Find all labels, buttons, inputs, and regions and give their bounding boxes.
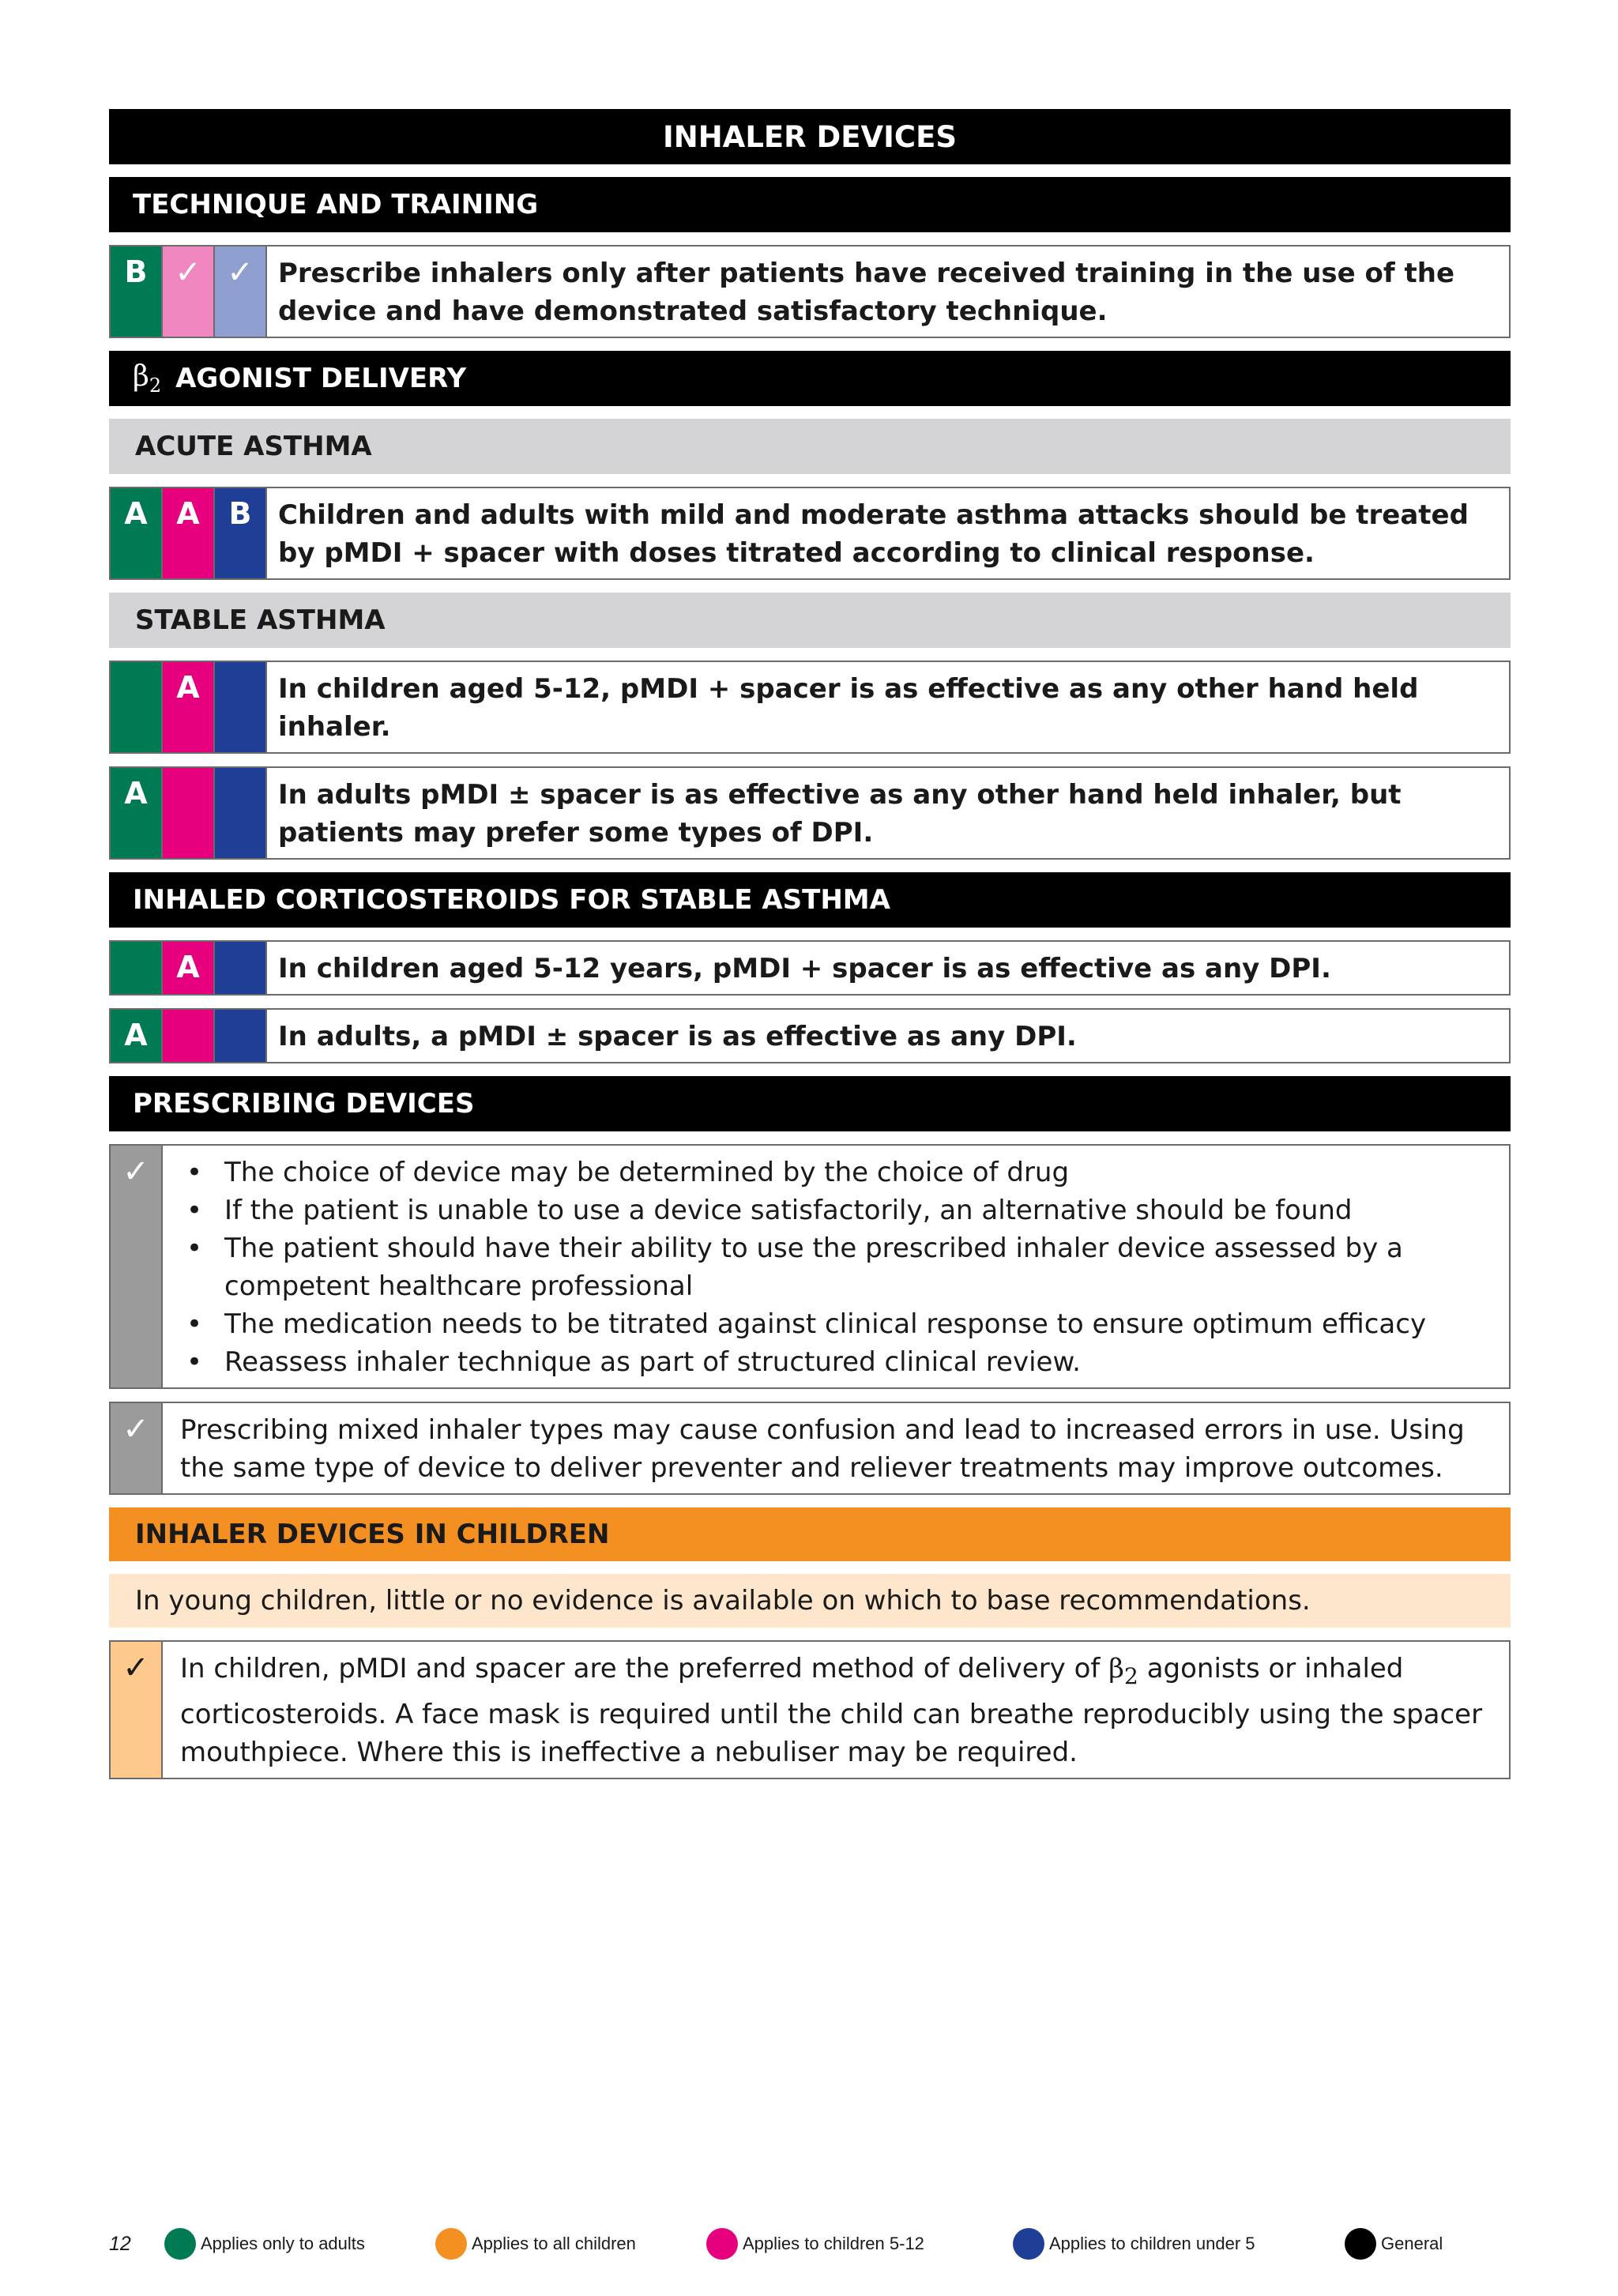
legend-label: Applies to children 5-12 bbox=[743, 2234, 924, 2253]
recommendation-text: Children and adults with mild and moderate asthma attacks should be treated by pMDI + spacer with doses titrated according to clinical response. bbox=[278, 499, 1469, 569]
good-practice-text: Prescribing mixed inhaler types may cause confusion and lead to increased errors in use. Using the same type of device to deliver preventer and reliever treatments may improve outcomes. bbox=[180, 1414, 1465, 1484]
recommendation-stable-children bbox=[109, 661, 1511, 754]
grade-children-5-12: A bbox=[163, 662, 215, 752]
page-content bbox=[109, 109, 1511, 1792]
grade-adults bbox=[111, 662, 163, 752]
grade-children-under-5: B bbox=[215, 488, 267, 578]
recommendation-text: In children aged 5-12, pMDI + spacer is as effective as any other hand held inhaler. bbox=[278, 673, 1419, 743]
list-item: • The patient should have their ability to use the prescribed inhaler device assessed by a competent healthcare professional bbox=[180, 1229, 1496, 1305]
recommendation-stable-adults bbox=[109, 766, 1511, 860]
section-heading-prescribing: PRESCRIBING DEVICES bbox=[109, 1076, 1511, 1131]
list-item: • The choice of device may be determined by the choice of drug bbox=[180, 1154, 1496, 1191]
page-title: INHALER DEVICES bbox=[109, 109, 1511, 164]
subsection-heading-acute: ACUTE ASTHMA bbox=[109, 419, 1511, 474]
legend-label: Applies to all children bbox=[472, 2234, 636, 2253]
list-item: • If the patient is unable to use a device satisfactorily, an alternative should be found bbox=[180, 1191, 1496, 1229]
recommendation-text: Prescribe inhalers only after patients have received training in the use of the device and have demonstrated satisfactory technique. bbox=[278, 258, 1455, 327]
recommendation-text: In adults, a pMDI ± spacer is as effective as any DPI. bbox=[278, 1021, 1077, 1052]
legend-dot-blue bbox=[1013, 2228, 1044, 2260]
section-heading-technique: TECHNIQUE AND TRAINING bbox=[109, 177, 1511, 232]
grade-children-under-5 bbox=[215, 1010, 267, 1062]
list-item: • The medication needs to be titrated against clinical response to ensure optimum efficacy bbox=[180, 1305, 1496, 1343]
section-heading-text: AGONIST DELIVERY bbox=[175, 363, 467, 394]
grade-children-5-12: A bbox=[163, 488, 215, 578]
recommendation-text: In adults pMDI ± spacer is as effective as any other hand held inhaler, but patients may prefer some types of DPI. bbox=[278, 779, 1402, 849]
good-practice-children bbox=[109, 1640, 1511, 1779]
section-heading-b2-agonist bbox=[109, 351, 1511, 406]
legend-label: Applies to children under 5 bbox=[1049, 2234, 1255, 2253]
recommendation-ics-adults bbox=[109, 1008, 1511, 1063]
list-item: • Reassess inhaler technique as part of structured clinical review. bbox=[180, 1343, 1496, 1381]
footer-legend bbox=[109, 2226, 1511, 2261]
grade-children-under-5 bbox=[215, 942, 267, 994]
beta-symbol: $\beta_2$ bbox=[133, 359, 162, 397]
grade-adults: A bbox=[111, 488, 163, 578]
grade-adults bbox=[111, 942, 163, 994]
page-number: 12 bbox=[109, 2233, 131, 2255]
recommendation-text: In children aged 5-12 years, pMDI + spacer is as effective as any DPI. bbox=[278, 953, 1331, 984]
legend-item-all-children bbox=[435, 2226, 636, 2261]
recommendation-technique bbox=[109, 245, 1511, 338]
good-practice-mixed-inhalers bbox=[109, 1402, 1511, 1495]
check-icon: ✓ bbox=[111, 1146, 163, 1387]
legend-dot-black bbox=[1345, 2228, 1376, 2260]
recommendation-ics-children bbox=[109, 940, 1511, 996]
check-icon: ✓ bbox=[111, 1403, 163, 1493]
legend-dot-green bbox=[164, 2228, 196, 2260]
good-practice-text bbox=[163, 1146, 1509, 1387]
subsection-heading-stable: STABLE ASTHMA bbox=[109, 593, 1511, 648]
check-icon: ✓ bbox=[111, 1642, 163, 1778]
grade-children-under-5 bbox=[215, 662, 267, 752]
grade-adults: A bbox=[111, 768, 163, 858]
grade-children-5-12 bbox=[163, 768, 215, 858]
legend-label: General bbox=[1381, 2234, 1443, 2253]
beta-symbol: $\beta_2$ bbox=[1108, 1653, 1138, 1689]
legend-item-general bbox=[1345, 2226, 1443, 2261]
grade-children-5-12 bbox=[163, 1010, 215, 1062]
grade-children-under-5 bbox=[215, 768, 267, 858]
grade-children-5-12-check: ✓ bbox=[163, 247, 215, 337]
section-heading-ics: INHALED CORTICOSTEROIDS FOR STABLE ASTHMA bbox=[109, 872, 1511, 928]
recommendation-acute bbox=[109, 487, 1511, 580]
children-intro: In young children, little or no evidence is available on which to base recommendations. bbox=[109, 1574, 1511, 1628]
legend-label: Applies only to adults bbox=[201, 2234, 365, 2253]
legend-dot-orange bbox=[435, 2228, 467, 2260]
grade-adults: A bbox=[111, 1010, 163, 1062]
bullet-list bbox=[180, 1154, 1496, 1381]
legend-item-children-under-5 bbox=[1013, 2226, 1255, 2261]
section-heading-children: INHALER DEVICES IN CHILDREN bbox=[109, 1507, 1511, 1561]
grade-adults: B bbox=[111, 247, 163, 337]
good-practice-prescribing-list bbox=[109, 1144, 1511, 1389]
legend-item-adults bbox=[164, 2226, 365, 2261]
good-practice-text: In children, pMDI and spacer are the preferred method of delivery of $\beta_2$ agonists or inhaled corticosteroids. A face mask is required until the child can breathe reproducibly using the spacer mouthpiece. Where this is ineffective a nebuliser may be required. bbox=[180, 1653, 1483, 1768]
legend-item-children-5-12 bbox=[706, 2226, 924, 2261]
grade-children-5-12: A bbox=[163, 942, 215, 994]
legend-dot-magenta bbox=[706, 2228, 738, 2260]
grade-children-under-5-check: ✓ bbox=[215, 247, 267, 337]
